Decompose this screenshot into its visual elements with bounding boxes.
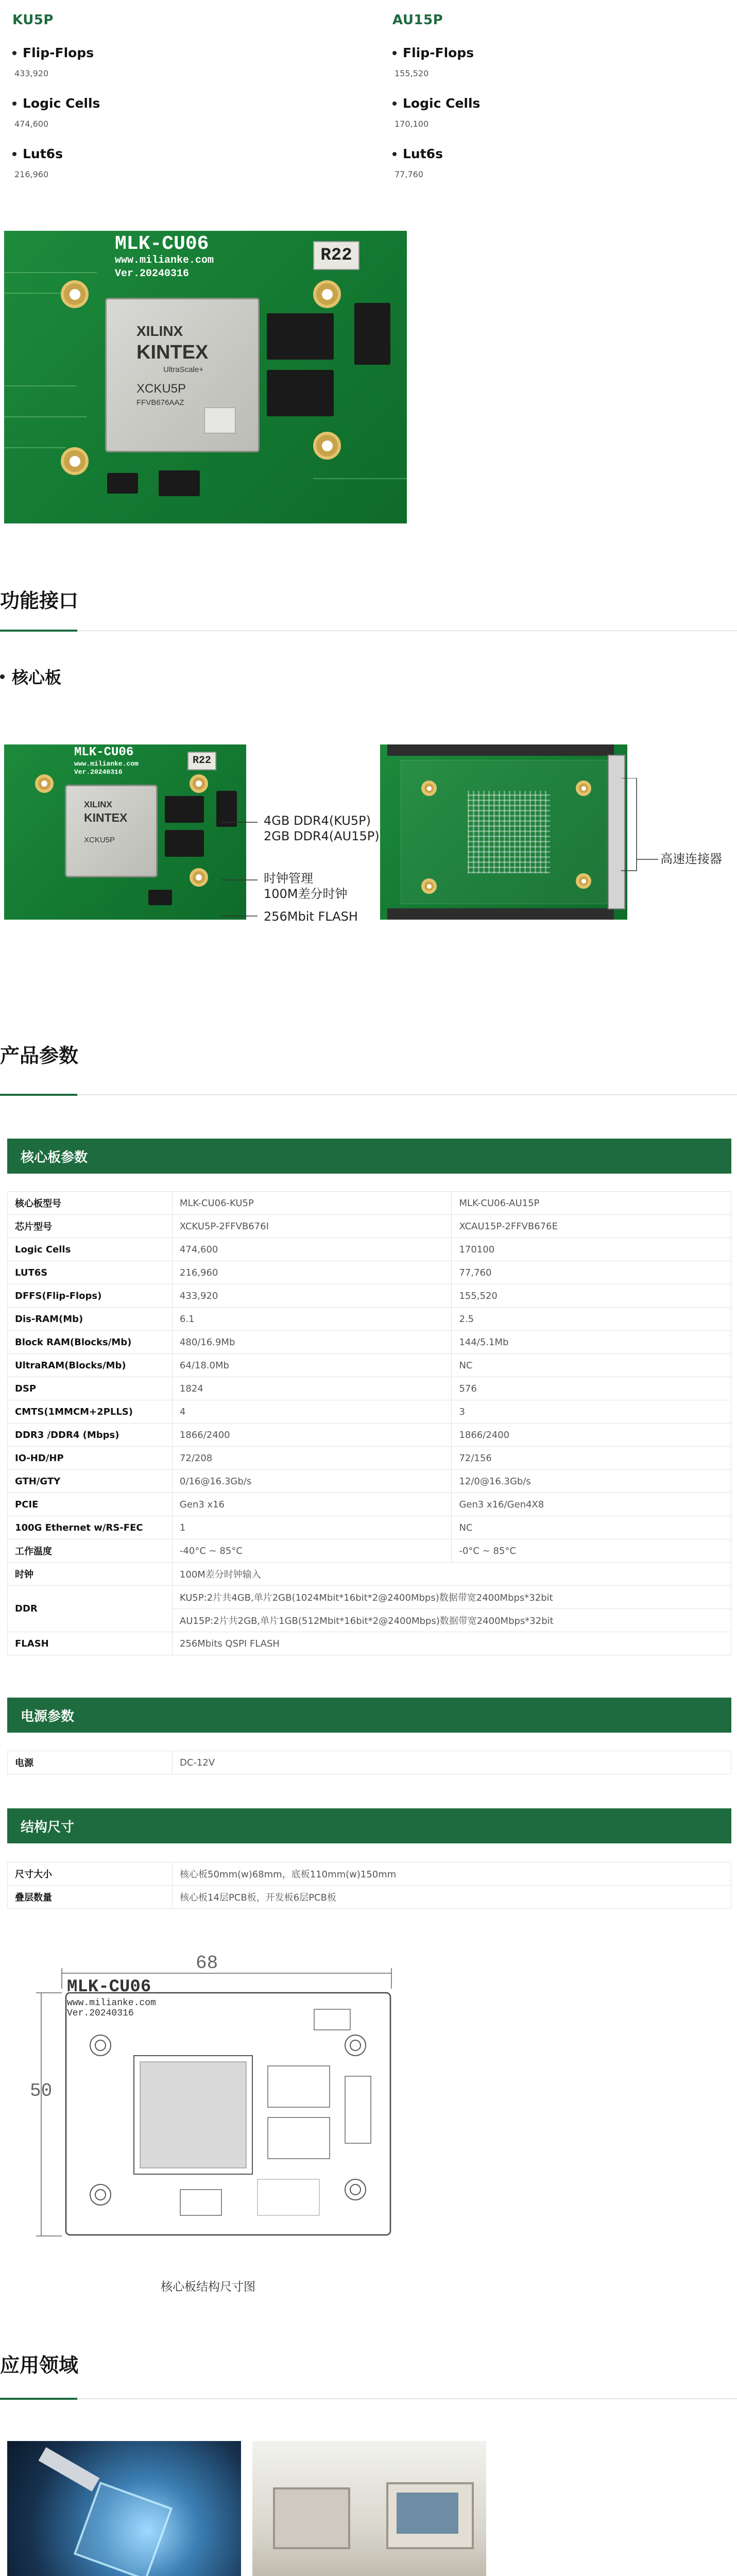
callout-text: 时钟管理 — [264, 871, 313, 886]
mounting-hole — [35, 774, 54, 793]
bullet-icon — [12, 51, 16, 55]
spec-item — [12, 146, 321, 179]
table-value: 1 — [172, 1516, 452, 1539]
table-key: 100G Ethernet w/RS-FEC — [8, 1516, 173, 1539]
callout-text: 2GB DDR4(AU15P) — [264, 829, 380, 843]
fpga-chip — [65, 785, 158, 877]
spec-value: 155,520 — [395, 69, 429, 78]
ddr-chip — [165, 796, 204, 823]
spec-name: Flip-Flops — [23, 45, 94, 60]
clock-chip — [107, 473, 138, 494]
banner-power-params: 电源参数 — [7, 1698, 731, 1733]
spec-name: Lut6s — [403, 146, 443, 161]
mounting-hole — [313, 280, 341, 308]
table-key: GTH/GTY — [8, 1470, 173, 1493]
chip-series: UltraScale+ — [163, 365, 203, 374]
table-key: Block RAM(Blocks/Mb) — [8, 1331, 173, 1354]
spec-column-au15p — [392, 12, 701, 179]
subsection-title-core-board — [0, 665, 61, 688]
table-row — [8, 1284, 731, 1308]
board-model-silk: MLK-CU06 — [74, 745, 134, 759]
board-url-silk: www.milianke.com — [115, 255, 214, 266]
table-value: 1824 — [172, 1377, 452, 1400]
callout-text: 256Mbit FLASH — [264, 909, 358, 924]
table-row — [8, 1447, 731, 1470]
table-row — [8, 1261, 731, 1284]
dimension-width-label: 68 — [196, 1953, 218, 1974]
table-key: DFFS(Flip-Flops) — [8, 1284, 173, 1308]
table-value: 216,960 — [172, 1261, 452, 1284]
app-image-medical — [252, 2441, 486, 2576]
bullet-icon — [392, 152, 397, 156]
table-value: 3 — [452, 1400, 731, 1423]
callout-text: 4GB DDR4(KU5P) — [264, 814, 371, 828]
dimension-caption: 核心板结构尺寸图 — [161, 2280, 255, 2294]
chip-part: XCKU5P — [136, 382, 186, 396]
table-value: MLK-CU06-KU5P — [172, 1192, 452, 1215]
table-value: MLK-CU06-AU15P — [452, 1192, 731, 1215]
callout-lines — [221, 804, 263, 927]
table-value: 1866/2400 — [452, 1423, 731, 1447]
spec-model-title: AU15P — [392, 12, 443, 28]
bullet-icon — [392, 101, 397, 106]
table-value: Gen3 x16 — [172, 1493, 452, 1516]
table-value: Gen3 x16/Gen4X8 — [452, 1493, 731, 1516]
table-key: Logic Cells — [8, 1238, 173, 1261]
table-value: 100M差分时钟输入 — [172, 1563, 731, 1586]
table-value: 77,760 — [452, 1261, 731, 1284]
bullet-icon — [392, 51, 397, 55]
table-row — [8, 1632, 731, 1655]
table-value: 0/16@16.3Gb/s — [172, 1470, 452, 1493]
power-params-table — [7, 1751, 731, 1774]
table-value: -40°C ~ 85°C — [172, 1539, 452, 1563]
table-value: NC — [452, 1516, 731, 1539]
table-key: FLASH — [8, 1632, 173, 1655]
spec-item — [392, 146, 701, 179]
spec-value: 216,960 — [14, 170, 49, 179]
section-title-params: 产品参数 — [0, 1044, 79, 1067]
bga-pad-array — [468, 791, 550, 873]
table-value: NC — [452, 1354, 731, 1377]
section-divider — [0, 1094, 737, 1095]
table-row — [8, 1215, 731, 1238]
table-key: IO-HD/HP — [8, 1447, 173, 1470]
mounting-hole — [313, 432, 341, 460]
table-value: 核心板14层PCB板，开发板6层PCB板 — [173, 1886, 731, 1909]
table-value: 4 — [172, 1400, 452, 1423]
table-value: 256Mbits QSPI FLASH — [172, 1632, 731, 1655]
mounting-hole — [576, 781, 591, 796]
chip-brand: XILINX — [136, 323, 183, 339]
table-value: 1866/2400 — [172, 1423, 452, 1447]
table-key: DDR — [8, 1586, 173, 1632]
table-value: XCKU5P-2FFVB676I — [172, 1215, 452, 1238]
spec-item — [12, 96, 321, 129]
table-value: 576 — [452, 1377, 731, 1400]
connector — [354, 303, 390, 365]
table-row — [8, 1238, 731, 1261]
spec-model-title: KU5P — [12, 12, 54, 28]
table-key: DSP — [8, 1377, 173, 1400]
table-row — [8, 1862, 731, 1886]
chip-family: KINTEX — [136, 342, 209, 363]
flash-chip — [148, 890, 172, 905]
table-value: 64/18.0Mb — [172, 1354, 452, 1377]
spec-value: 474,600 — [14, 119, 49, 129]
callout-bracket — [621, 778, 662, 881]
mounting-hole — [190, 868, 208, 887]
section-title-interfaces: 功能接口 — [0, 589, 79, 612]
chip-package: FFVB676AAZ — [136, 398, 184, 407]
spec-name: Lut6s — [23, 146, 63, 161]
board-model-silk: MLK-CU06 — [115, 233, 209, 255]
bullet-icon — [0, 674, 5, 679]
table-value: 433,920 — [172, 1284, 452, 1308]
chip-part: XCKU5P — [84, 836, 115, 844]
board-version-silk: Ver.20240316 — [74, 768, 123, 776]
table-value: 12/0@16.3Gb/s — [452, 1470, 731, 1493]
table-key: 核心板型号 — [8, 1192, 173, 1215]
inductor-r22: R22 — [313, 241, 359, 270]
table-row — [8, 1886, 731, 1909]
table-key: Dis-RAM(Mb) — [8, 1308, 173, 1331]
banner-structure: 结构尺寸 — [7, 1808, 731, 1843]
spec-name: Flip-Flops — [403, 45, 474, 60]
table-key: LUT6S — [8, 1261, 173, 1284]
drawing-version-silk: Ver.20240316 — [67, 2008, 134, 2019]
callout-clock — [264, 871, 348, 902]
table-row — [8, 1539, 731, 1563]
table-row — [8, 1586, 731, 1609]
table-key: 芯片型号 — [8, 1215, 173, 1238]
table-value: 480/16.9Mb — [172, 1331, 452, 1354]
table-row — [8, 1470, 731, 1493]
table-key: PCIE — [8, 1493, 173, 1516]
structure-table — [7, 1862, 731, 1909]
table-value: 170100 — [452, 1238, 731, 1261]
table-value: KU5P:2片共4GB,单片2GB(1024Mbit*16bit*2@2400Mbps)数据带宽2400Mbps*32bit — [172, 1586, 731, 1609]
callout-connector: 高速连接器 — [660, 852, 722, 866]
connector — [387, 744, 614, 756]
mounting-hole — [61, 280, 89, 308]
table-value: 核心板50mm(w)68mm，底板110mm(w)150mm — [173, 1862, 731, 1886]
table-row — [8, 1563, 731, 1586]
table-value: 6.1 — [172, 1308, 452, 1331]
table-value: 72/156 — [452, 1447, 731, 1470]
spec-item — [392, 45, 701, 78]
spec-value: 433,920 — [14, 69, 49, 78]
mounting-hole — [190, 774, 208, 793]
spec-item — [12, 45, 321, 78]
connector — [387, 908, 614, 920]
core-board-back-photo — [380, 744, 627, 920]
subsection-label: 核心板 — [12, 668, 62, 687]
spec-value: 170,100 — [395, 119, 429, 129]
table-value: -0°C ~ 85°C — [452, 1539, 731, 1563]
table-key: 叠层数量 — [8, 1886, 173, 1909]
table-key: DDR3 /DDR4 (Mbps) — [8, 1423, 173, 1447]
ddr-chip — [267, 313, 334, 360]
table-row — [8, 1331, 731, 1354]
table-key: 时钟 — [8, 1563, 173, 1586]
dimension-height-label: 50 — [30, 2080, 53, 2102]
section-divider — [0, 630, 737, 631]
table-key: CMTS(1MMCM+2PLLS) — [8, 1400, 173, 1423]
table-key: 电源 — [8, 1751, 173, 1774]
mounting-hole — [61, 447, 89, 475]
table-row — [8, 1423, 731, 1447]
table-value: 155,520 — [452, 1284, 731, 1308]
section-divider — [0, 2398, 737, 2399]
ddr-chip — [165, 830, 204, 857]
mounting-hole — [576, 873, 591, 889]
section-title-application: 应用领域 — [0, 2354, 79, 2377]
table-row — [8, 1192, 731, 1215]
spec-value: 77,760 — [395, 170, 423, 179]
callout-text: 100M差分时钟 — [264, 887, 348, 901]
mounting-hole — [421, 878, 437, 894]
callout-ddr — [264, 813, 380, 844]
table-row — [8, 1751, 731, 1774]
inductor-r22: R22 — [187, 752, 216, 770]
board-version-silk: Ver.20240316 — [115, 268, 190, 280]
table-row — [8, 1493, 731, 1516]
banner-core-params: 核心板参数 — [7, 1139, 731, 1174]
table-key: UltraRAM(Blocks/Mb) — [8, 1354, 173, 1377]
table-row — [8, 1308, 731, 1331]
spec-item — [392, 96, 701, 129]
table-value: 144/5.1Mb — [452, 1331, 731, 1354]
spec-name: Logic Cells — [403, 96, 481, 111]
table-value: 2.5 — [452, 1308, 731, 1331]
spec-name: Logic Cells — [23, 96, 100, 111]
spec-column-ku5p — [12, 12, 321, 179]
drawing-model-silk: MLK-CU06 — [67, 1977, 151, 1997]
mounting-hole — [421, 781, 437, 796]
chip-brand: XILINX — [84, 800, 112, 809]
table-value: 474,600 — [172, 1238, 452, 1261]
drawing-url-silk: www.milianke.com — [67, 1998, 156, 2008]
bullet-icon — [12, 101, 16, 106]
ddr-chip — [267, 370, 334, 416]
table-row — [8, 1354, 731, 1377]
table-row — [8, 1516, 731, 1539]
table-row — [8, 1377, 731, 1400]
core-params-table — [7, 1191, 731, 1655]
table-row — [8, 1400, 731, 1423]
table-value: DC-12V — [173, 1751, 731, 1774]
table-value: AU15P:2片共2GB,单片1GB(512Mbit*16bit*2@2400Mbps)数据带宽2400Mbps*32bit — [172, 1609, 731, 1632]
callout-flash — [264, 909, 358, 924]
core-board-front-photo — [4, 744, 246, 920]
table-value: 72/208 — [172, 1447, 452, 1470]
app-image-industrial — [7, 2441, 241, 2576]
chip-family: KINTEX — [84, 811, 128, 824]
fpga-chip — [105, 298, 260, 452]
flash-chip — [159, 470, 200, 496]
bullet-icon — [12, 152, 16, 156]
core-board-photo — [4, 231, 407, 523]
table-key: 尺寸大小 — [8, 1862, 173, 1886]
table-value: XCAU15P-2FFVB676E — [452, 1215, 731, 1238]
board-url-silk: www.milianke.com — [74, 760, 139, 768]
table-key: 工作温度 — [8, 1539, 173, 1563]
